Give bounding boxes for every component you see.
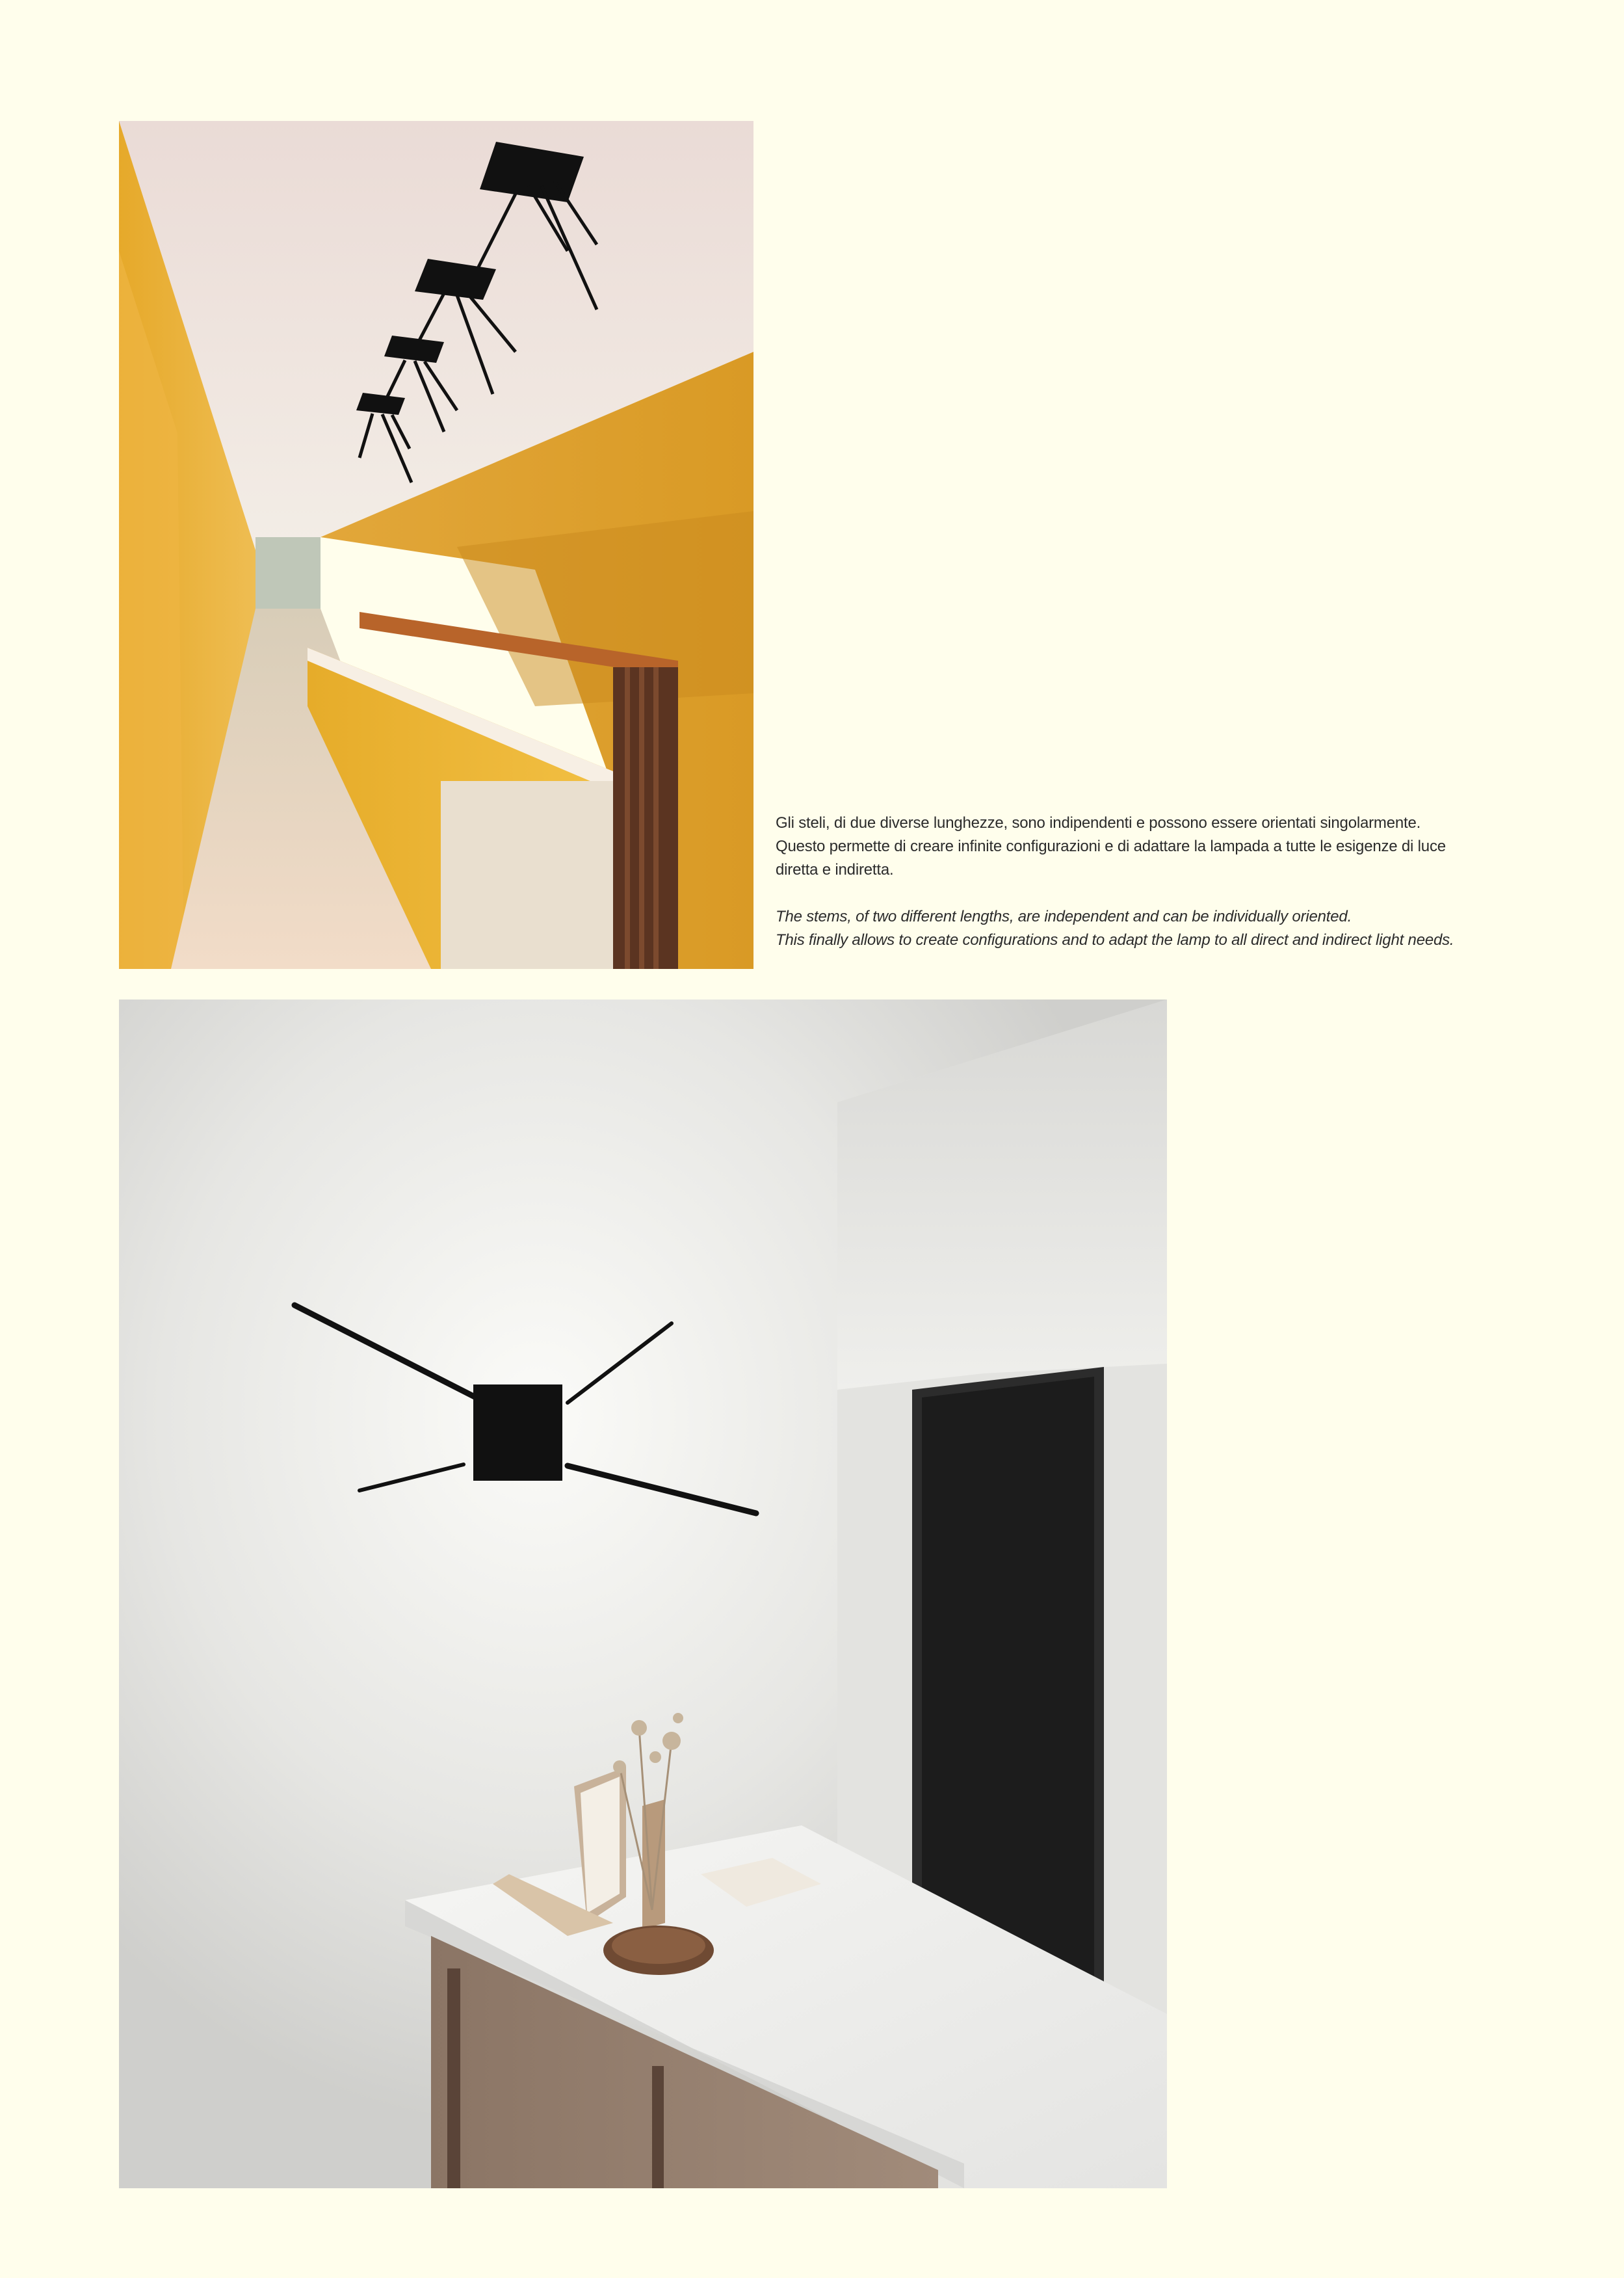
description-text [776, 812, 1582, 952]
italian-line-1: Gli steli, di due diverse lunghezze, sono indipendenti e possono essere orientati singolarmente. [776, 814, 1421, 832]
english-line-1: The stems, of two different lengths, are independent and can be individually oriented. [776, 908, 1352, 925]
description-italian [776, 812, 1582, 882]
italian-line-2: Questo permette di creare infinite configurazioni e di adattare la lampada a tutte le esigenze di luce [776, 838, 1446, 855]
photo-reception-wall-lamp [119, 1000, 1167, 2188]
description-english [776, 905, 1582, 952]
photo-corridor-ceiling-lamps [119, 121, 753, 969]
english-line-2: This finally allows to create configurations and to adapt the lamp to all direct and indirect light needs. [776, 931, 1454, 949]
italian-line-3: diretta e indiretta. [776, 861, 894, 879]
